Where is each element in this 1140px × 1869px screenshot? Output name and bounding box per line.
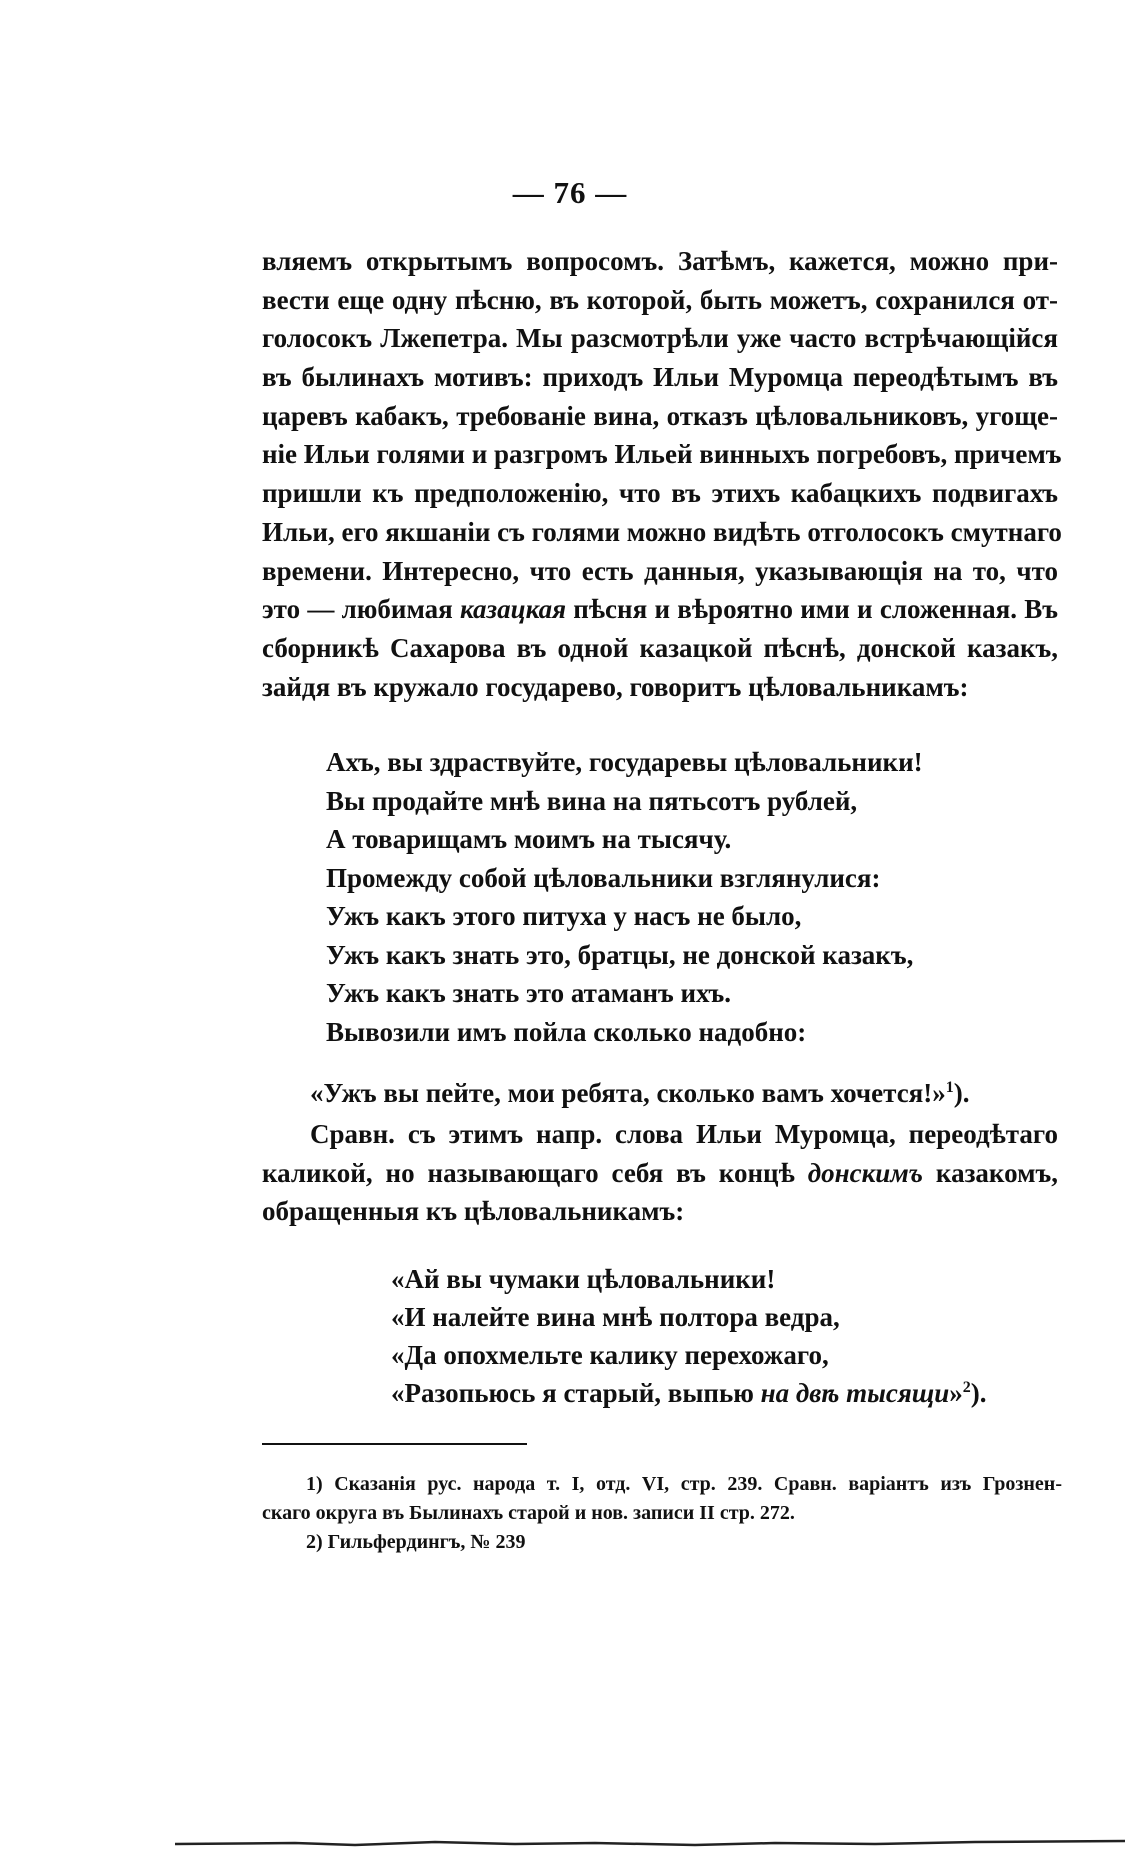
text-line-with-italic — [262, 590, 1058, 629]
text-segment: это — любимая — [262, 594, 461, 625]
footnote-2: 2) Гильфердингъ, № 239 — [306, 1531, 526, 1553]
text-segment: каликой, но называющаго себя въ концѣ — [262, 1157, 808, 1188]
text-line: вести еще одну пѣсню, въ которой, быть можетъ, сохранился от- — [262, 284, 1058, 315]
text-line: ніе Ильи голями и разгромъ Ильей винныхъ погребовъ, причемъ — [262, 439, 1062, 470]
verse-line: Ахъ, вы здраствуйте, государевы цѣловальники! — [326, 747, 923, 777]
footnote-1-line-2: скаго округа въ Былинахъ старой и нов. записи II стр. 272. — [262, 1502, 795, 1524]
text-line: зайдя въ кружало государево, говоритъ цѣловальникамъ: — [262, 671, 969, 702]
verse-block-1 — [326, 743, 923, 1051]
footnote-ref-2: 2 — [962, 1379, 971, 1396]
verse-block-2 — [391, 1260, 986, 1412]
quote-text: «Ужъ вы пейте, мои ребята, сколько вамъ хочется!» — [310, 1078, 946, 1108]
text-line: вляемъ открытымъ вопросомъ. Затѣмъ, кажется, можно при- — [262, 246, 1058, 276]
text-segment: » — [949, 1378, 963, 1408]
text-line: обращенныя къ цѣловальникамъ: — [262, 1196, 685, 1226]
text-line: пришли къ предположенію, что въ этихъ кабацкихъ подвигахъ — [262, 478, 1058, 509]
quote-closing: ). — [953, 1078, 970, 1108]
italic-term: на двѣ тысящи — [760, 1378, 950, 1408]
verse-closing: ). — [970, 1378, 987, 1408]
verse-line: «Да опохмельте калику перехожаго, — [391, 1340, 829, 1370]
text-line: царевъ кабакъ, требованіе вина, отказъ цѣловальниковъ, угоще- — [262, 400, 1058, 431]
text-line: въ былинахъ мотивъ: приходъ Ильи Муромца переодѣтымъ въ — [262, 362, 1058, 393]
footnote-1-line-1: 1) Сказанія рус. народа т. I, отд. VI, стр. 239. Сравн. варіантъ изъ Грознен- — [306, 1473, 1062, 1495]
page-number: — 76 — — [512, 175, 628, 210]
text-line: Сравн. съ этимъ напр. слова Ильи Муромца, переодѣтаго — [310, 1119, 1058, 1149]
verse-line: Вывозили имъ пойла сколько надобно: — [326, 1016, 807, 1047]
paragraph-2 — [262, 1115, 1058, 1231]
verse-line: «И налейте вина мнѣ полтора ведра, — [391, 1302, 840, 1332]
verse-line-with-italic — [391, 1374, 986, 1412]
italic-term: донскимъ — [807, 1157, 923, 1188]
paragraph-1 — [262, 242, 1062, 706]
verse-line: «Ай вы чумаки цѣловальники! — [391, 1264, 776, 1294]
verse-line: Ужъ какъ этого питуха у насъ не было, — [326, 901, 802, 931]
italic-term: казацкая — [460, 594, 567, 625]
text-line-with-italic — [262, 1154, 1058, 1193]
verse-line: Ужъ какъ знать это, братцы, не донской казакъ, — [326, 939, 914, 970]
verse-line: Вы продайте мнѣ вина на пятьсотъ рублей, — [326, 785, 858, 816]
closing-quote-line — [310, 1078, 970, 1109]
verse-line: Промежду собой цѣловальники взглянулися: — [326, 862, 881, 893]
text-line: голосокъ Лжепетра. Мы разсмотрѣли уже часто встрѣчающійся — [262, 323, 1058, 354]
verse-line: Ужъ какъ знать это атаманъ ихъ. — [326, 978, 732, 1008]
text-segment: пѣсня и вѣроятно ими и сложенная. Въ — [566, 594, 1058, 625]
page-bottom-edge — [175, 1838, 1125, 1848]
footnote-divider — [262, 1443, 527, 1445]
verse-line: А товарищамъ моимъ на тысячу. — [326, 824, 732, 854]
text-line: сборникѣ Сахарова въ одной казацкой пѣснѣ, донской казакъ, — [262, 632, 1058, 663]
text-line: времени. Интересно, что есть данныя, указывающія на то, что — [262, 555, 1058, 586]
text-segment: казакомъ, — [923, 1157, 1058, 1188]
footnotes — [262, 1470, 1062, 1557]
text-line: Ильи, его якшаніи съ голями можно видѣть отголосокъ смутнаго — [262, 516, 1062, 547]
text-segment: «Разопьюсь я старый, выпью — [391, 1378, 761, 1408]
footnote-ref-1: 1 — [945, 1079, 954, 1096]
